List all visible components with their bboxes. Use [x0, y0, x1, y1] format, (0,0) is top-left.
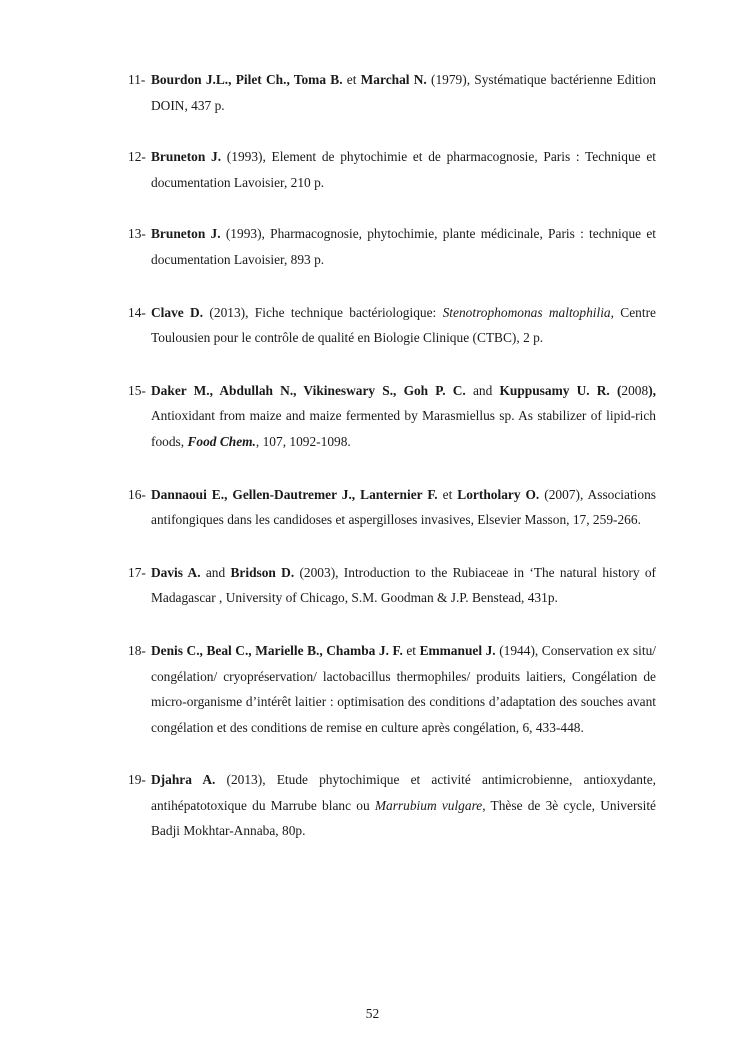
- reference-text: [151, 305, 656, 346]
- reference-number: 15-: [128, 382, 146, 398]
- reference-text: [151, 149, 656, 190]
- reference-segment: (2013), Fiche technique bactériologique:: [203, 304, 443, 320]
- reference-segment: Bridson D.: [230, 564, 295, 580]
- reference-segment: Clave D.: [151, 304, 204, 320]
- reference-text: [151, 72, 656, 113]
- reference-segment: Davis A.: [151, 564, 201, 580]
- reference-item: [128, 560, 656, 611]
- reference-segment: Denis C., Beal C., Marielle B., Chamba J. F.: [151, 642, 403, 658]
- reference-text: [151, 565, 656, 606]
- reference-segment: Stenotrophomonas maltophilia: [442, 304, 611, 320]
- reference-segment: Antioxidant from maize and maize fermented by Marasmiellus sp. As stabilizer of lipid-rich foods,: [151, 408, 656, 449]
- reference-segment: (1979), Systématique bactérienne Edition DOIN, 437 p.: [151, 72, 657, 113]
- reference-segment: (1993), Element de phytochimie et de pharmacognosie, Paris : Technique et documentation Lavoisier, 210 p.: [151, 149, 656, 190]
- reference-text: [151, 643, 656, 735]
- reference-text: [151, 772, 656, 838]
- reference-segment: Djahra A.: [151, 772, 216, 788]
- reference-item: [128, 67, 656, 118]
- reference-number: 11-: [128, 72, 146, 87]
- reference-segment: , 107, 1092-1098.: [255, 433, 351, 449]
- reference-segment: Lortholary O.: [457, 486, 540, 502]
- reference-segment: Emmanuel J.: [419, 642, 496, 658]
- reference-segment: Food Chem.: [187, 433, 256, 449]
- reference-segment: et: [342, 72, 361, 87]
- reference-segment: Dannaoui E., Gellen-Dautremer J., Lanternier F.: [151, 486, 438, 502]
- reference-segment: Bruneton J.: [151, 226, 221, 242]
- reference-number: 14-: [128, 304, 146, 320]
- reference-segment: , Thèse de 3è cycle, Université Badji Mokhtar-Annaba, 80p.: [151, 797, 656, 839]
- reference-segment: Bourdon J.L., Pilet Ch., Toma B.: [151, 72, 343, 87]
- reference-segment: , Centre Toulousien pour le contrôle de qualité en Biologie Clinique (CTBC), 2 p.: [151, 304, 656, 346]
- reference-item: [128, 482, 656, 533]
- reference-segment: Kuppusamy U. R. (: [499, 382, 622, 398]
- reference-segment: and: [465, 382, 500, 398]
- reference-segment: (1993), Pharmacognosie, phytochimie, plante médicinale, Paris : technique et documentation Lavoisier, 893 p.: [151, 226, 656, 267]
- reference-number: 12-: [128, 149, 146, 165]
- reference-segment: 2008: [621, 382, 649, 398]
- reference-segment: Marrubium vulgare: [374, 797, 483, 813]
- reference-segment: (2013), Etude phytochimique et activité antimicrobienne, antioxydante, antihépatotoxique du Marrube blanc ou: [151, 772, 657, 813]
- reference-number: 13-: [128, 226, 146, 242]
- page-number: 52: [365, 1006, 380, 1021]
- reference-number: 17-: [128, 564, 146, 580]
- reference-segment: Bruneton J.: [151, 149, 222, 165]
- reference-segment: (2007), Associations antifongiques dans les candidoses et aspergilloses invasives, Elsevier Masson, 17, 259-266.: [151, 486, 656, 528]
- reference-segment: (2003), Introduction to the Rubiaceae in ‘The natural history of Madagascar , University of Chicago, S.M. Goodman & J.P. Benstead, 431p.: [151, 564, 656, 606]
- reference-number: 16-: [128, 486, 146, 502]
- reference-item: [128, 378, 656, 455]
- reference-text: [151, 226, 656, 267]
- reference-segment: and: [200, 564, 231, 580]
- reference-item: [128, 300, 656, 351]
- reference-text: [151, 487, 656, 528]
- reference-segment: et: [402, 642, 420, 658]
- reference-segment: Daker M., Abdullah N., Vikineswary S., Goh P. C.: [151, 382, 466, 398]
- reference-item: [128, 144, 656, 195]
- reference-item: [128, 221, 656, 272]
- reference-item: [128, 638, 656, 740]
- reference-item: [128, 767, 656, 844]
- reference-segment: Marchal N.: [360, 72, 427, 87]
- reference-number: 19-: [128, 772, 146, 788]
- reference-segment: ),: [648, 382, 656, 398]
- reference-list: [128, 67, 656, 844]
- reference-segment: et: [437, 486, 458, 502]
- reference-text: [151, 383, 656, 449]
- reference-segment: (1944), Conservation ex situ/ congélation/ cryopréservation/ lactobacillus thermophiles/ produits laitiers, Congélation de micro-organisme d’intérêt laitier : optimisation des conditions d’adaptation des souches avant congélation et des conditions de remise en culture après congélation, 6, 433-448.: [151, 642, 657, 735]
- reference-number: 18-: [128, 642, 146, 658]
